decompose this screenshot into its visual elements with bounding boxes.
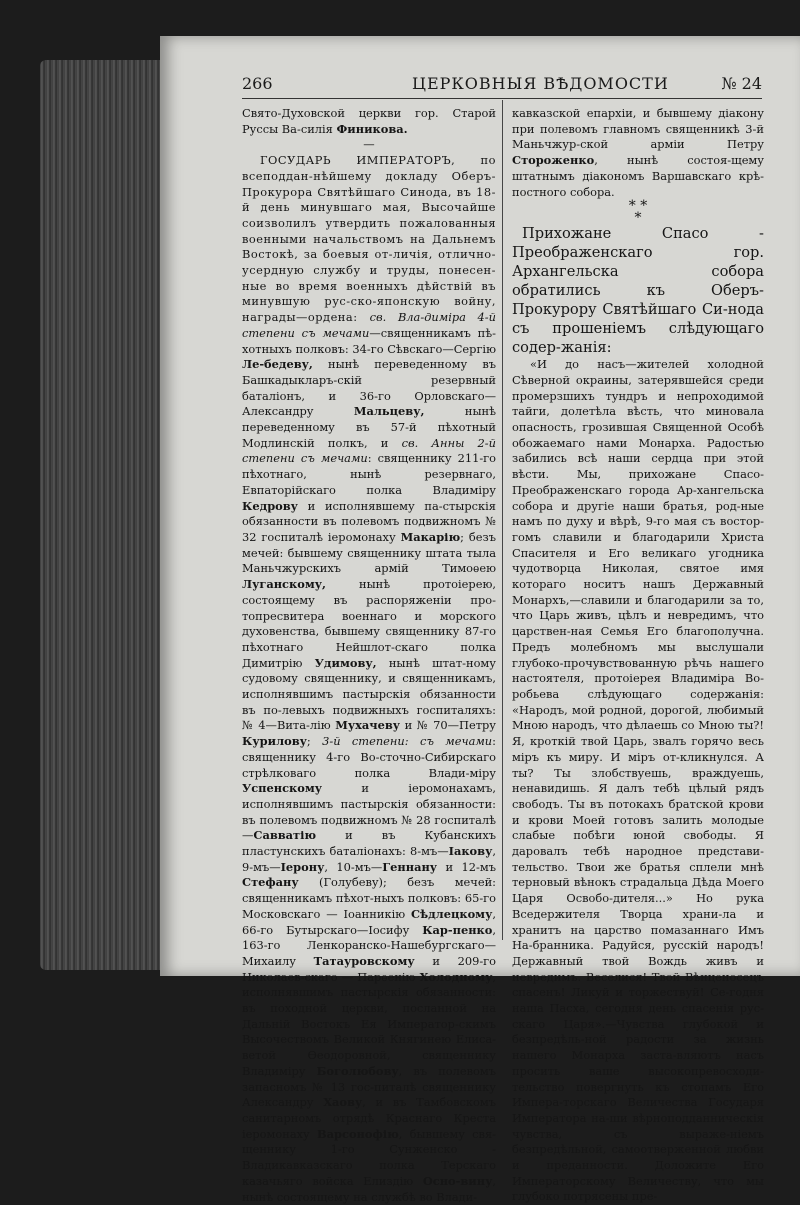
petition-heading: Прихожане Спасо - Преображенскаго гор. Архангельска собора обратились къ Оберъ-Прокурору Святѣйшаго Си-нода съ прошеніемъ слѣдующаго содер-жанія: — [512, 225, 764, 357]
separator-dash: — — [363, 137, 375, 152]
petition-body: «И до насъ—жителей холодной Сѣверной окраины, затерявшейся среди промерзшихъ тундръ и непроходимой тайги, долетѣла вѣсть, что миновала опасность, грозившая Священной Особѣ обожаемаго нами Монарха. Радостью забились всѣ наши сердца при этой вѣсти. Мы, прихожане Спасо-Преображенскаго города Ар-хангельска собора и другіе наши братья, род-ные намъ по духу и вѣрѣ, 9-го мая съ востор-гомъ славили и благодарили Христа Спасителя и Его великаго угодника чудотворца Николая, святое имя котораго носитъ нашъ Державный Монархъ,—славили и благодарили за то, что Царь живъ, цѣлъ и невредимъ, что царствен-ная Семья Его благополучна. Предъ молебномъ мы выслушали глубоко-прочувствованную рѣчь нашего настоятеля, протоіерея Владиміра Во-робьева слѣдующаго содержанія: «Народъ, мой родной, дорогой, любимый Мною народъ, что дѣлаешь со Мною ты?! Я, кроткій твой Царь, звалъ горячо весь міръ къ миру. И міръ от-кликнулся. А ты? Ты злобствуешь, враждуешь, ненавидишь. Я далъ тебѣ цѣлый рядъ свободъ. Ты въ потокахъ братской крови и крови Моей готовъ залить молодые слабые побѣги юной свободы. Я даровалъ тебѣ народное представи-тельство. Твои же братья сплели мнѣ терновый вѣнокъ страдальца Дѣда Моего Царя Освобо-дителя...» Но рука Вседержителя Творца храни-ла и хранитъ на царство помазаннаго Имъ На-бранника. Радуйся, русскій народъ! Державный твой Вождь живъ и невредимъ. Веселися! Твой Вѣнценосецъ спасенъ! Ликуй и торжествуй! Се-годня наша Пасха, сегодня день спасенія рус-скаго Царя».—Чувства глубокой и безпредѣль-ной радости за жизнь нашего Монарха заста-вляютъ насъ просить ваше высокопревосходи-тельство повергнуть къ стопамъ Его Импера-торскаго Величества Государя Императора на-ши вѣрноподданническія чувства, съ выраже-ніемъ безпредѣльной, самоотверженной любви и преданности. Доложите Его Императорскому Величеству, что мы глубоко потрясены пре- — [512, 357, 764, 1204]
award-announcement: ГОСУДАРЬ ИМПЕРАТОРЪ, по всеподдан-нѣйшему докладу Оберъ-Прокурора Святѣйшаго Синода, въ 18-й день минувшаго мая, Высочайше соизволилъ утвердить пожалованныя военными начальствомъ на Дальнемъ Востокѣ, за боевыя от-личія, отлично-усердную службу и труды, понесен-ные во время военныхъ дѣйствій въ минувшую рус-ско-японскую войну, награды—ордена: св. Вла-диміра 4-й степени съ мечами—священникамъ пѣ-хотныхъ полковъ: 34-го Сѣвскаго—Сергію Ле-бедеву, нынѣ переведенному въ Башкадыкларъ-скій резервный баталіонъ, и 36-го Орловскаго—Александру Мальцеву, нынѣ переведенному въ 57-й пѣхотный Модлинскій полкъ, и св. Анны 2-й степени съ мечами: священнику 211-го пѣхотнаго, нынѣ резервнаго, Евпаторійскаго полка Владиміру Кедрову и исполнявшему па-стырскія обязанности въ полевомъ подвижномъ № 32 госпиталѣ іеромонаху Макарію; безъ мечей: бывшему священнику штата тыла Маньчжурскихъ армій Тимоѳею Луганскому, нынѣ протоіерею, состоящему въ распоряженіи про-топресвитера военнаго и морского духовенства, бывшему священнику 87-го пѣхотнаго Нейшлот-скаго полка Димитрію Удимову, нынѣ штат-ному судовому священнику, и священникамъ, исполнявшимъ пастырскія обязанности въ по-левыхъ подвижныхъ госпиталяхъ: № 4—Вита-лію Мухачеву и № 70—Петру Курилову; 3-й степени: съ мечами: священнику 4-го Во-сточно-Сибирскаго стрѣлковаго полка Влади-міру Успенскому и іеромонахамъ, исполнявшимъ пастырскія обязанности: въ полевомъ подвижномъ № 28 госпиталѣ—Савватію и въ Кубанскихъ пластунскихъ баталіонахъ: 8-мъ—Іакову, 9-мъ—Іерону, 10-мъ—Геннану и 12-мъ Стефану (Голубеву); безъ мечей: священникамъ пѣхот-ныхъ полковъ: 65-го Московскаго — Іоанникію Сѣдлецкому, 66-го Бутырскаго—Іосифу Кар-пенко, 163-го Ленкоранско-Нашебургскаго—Михаилу Татауровскому и 209-го Николаев-скаго — Парѳенію Холодному, исполнявшимъ пастырскія обязанности: въ походной церкви, посланной на Дальній Востокъ Ея Император-скимъ Высочествомъ Великой Княгинею Елиса-ветой Ѳеодоровной, священнику Владиміру Боголюбову, въ полевомъ запасномъ № 13 гос-питалѣ священнику Александру Хаову, и въ Тамбовскомъ санитарномъ отрядѣ Краснаго Креста іеромонаху Варсонофію, бывшему свя-щеннику 1-го Сунженско - Владикавказскаго полка Терскаго казачьяго войска Елиздію Осно-вину, нынѣ состоящему на службѣ во Влади- — [242, 153, 497, 1204]
issue-number: № 24 — [721, 74, 762, 93]
running-header — [242, 74, 762, 96]
right-continuation: кавказской епархіи, и бывшему діакону при полевомъ главномъ священникѣ 3-й Маньчжур-ской арміи Петру Стороженко, нынѣ состоя-щему штатнымъ діакономъ Варшавскаго крѣ-постного собора. — [512, 106, 764, 199]
header-rule — [242, 98, 762, 99]
section-asterisks: * * * — [628, 198, 648, 227]
page — [160, 36, 800, 1204]
page-number: 266 — [242, 74, 273, 93]
left-column — [242, 106, 497, 1204]
column-divider — [502, 100, 503, 940]
journal-title: ЦЕРКОВНЫЯ ВѢДОМОСТИ — [412, 74, 669, 93]
right-column — [512, 106, 764, 1204]
left-lead: Свято-Духовской церкви гор. Старой Руссы Ва-силія Финикова. — [242, 106, 496, 136]
page-edges — [40, 60, 165, 970]
